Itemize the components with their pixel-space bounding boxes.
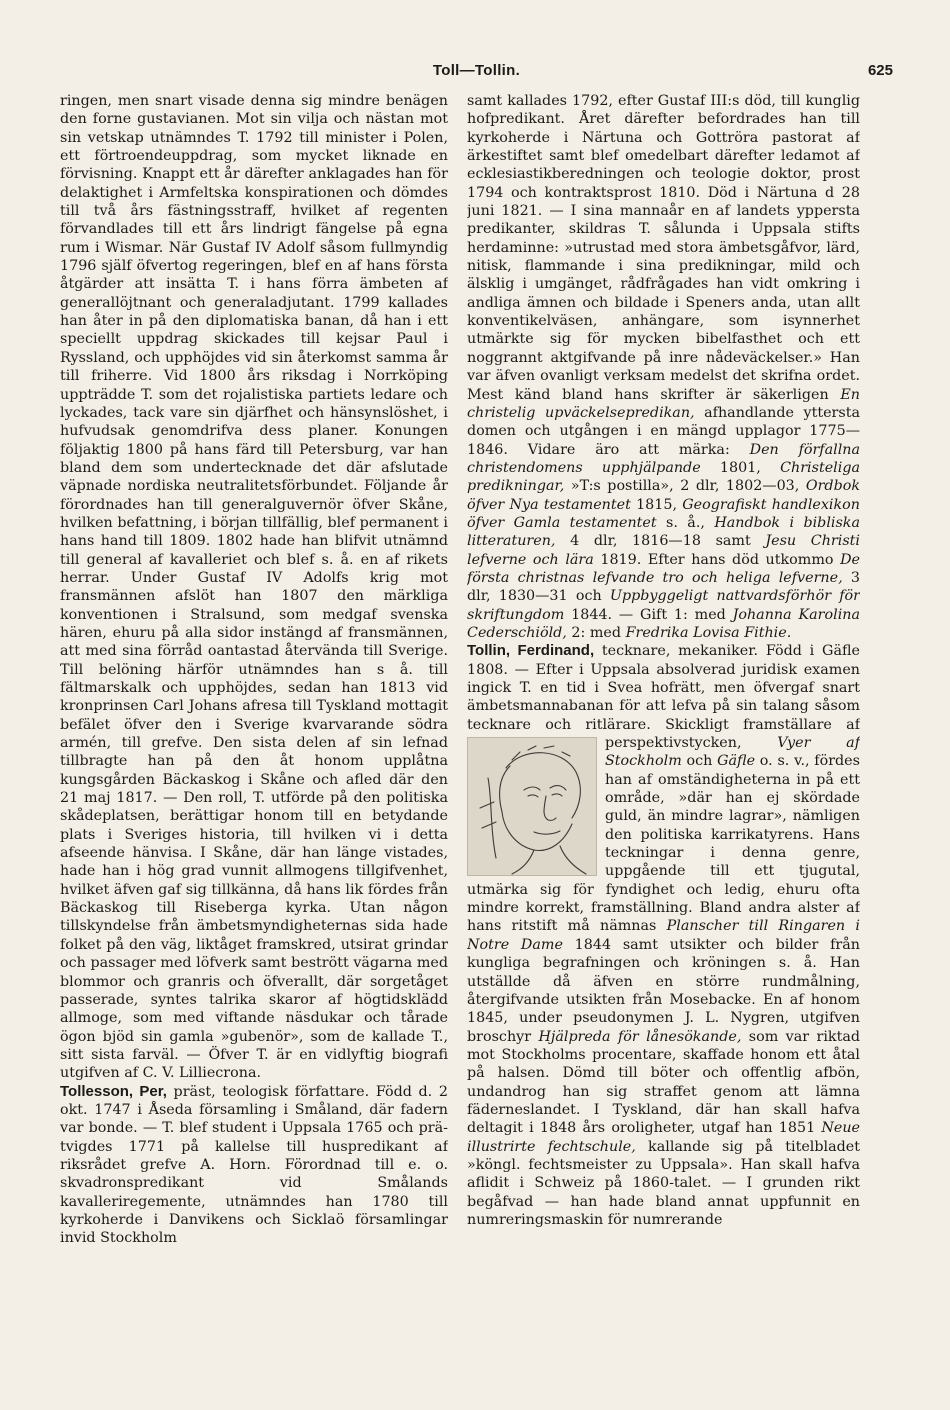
text-run: som var riktad mot Stockholms procentare, skaffade honom ett åtal på halsen. Dömd till böter och offentlig afbön, undandrog han sig straffet genom att lämna fäderneslandet. I Tyskland, där han skall hafva deltagit i 1848 års oroligheter, utgaf han 1851	[467, 1028, 860, 1137]
work-title: En christelig upväckelsepredikan,	[467, 386, 860, 421]
text-run: 1801,	[700, 459, 781, 476]
text-run: s. å.,	[656, 514, 715, 531]
spouse-name: Johanna Karolina Cederschiöld,	[467, 606, 860, 641]
work-title: De första christnas lefvande tro och heliga lefverne,	[467, 551, 860, 586]
work-title: Geografiskt handlexikon öfver Gamla testamentet	[467, 496, 860, 531]
work-title: Handbok i bibliska litteraturen,	[467, 514, 860, 550]
text-run: afhandlande yttersta domen och utgången i en mängd upplagor 1775—1846. Vidare äro att märka:	[467, 404, 860, 458]
work-title: Gäfle	[717, 753, 756, 770]
text-run: kallande sig på titelbladet »köngl. fechtsmeister zu Uppsala». Han skall hafva aflidit i Schweiz på 1860-talet. — I grunden rikt begåfvad — han hade bland annat uppfunnit en numreringsmaskin för numrerande	[467, 1138, 860, 1228]
text-run: 2: med	[566, 624, 626, 641]
tollesson-text: präst, teologisk författare. Född d. 2 okt. 1747 i Åseda församling i Småland, där fadern var bonde. — T. blef student i Uppsala 1765 och prä-tvigdes 1771 på kallelse till huspredikant af riksrådet grefve A. Horn. Förordnad till e. o. skvadronspredikant vid Smålands kavalleriregemente, utnämndes han 1780 till kyrkoherde i Danvikens och Sicklaö församlingar invid Stockholm	[60, 1083, 448, 1247]
work-title: Neue illustrirte fechtschule,	[467, 1120, 860, 1155]
work-title: Jesu Christi lefverne och lära	[467, 533, 860, 568]
text-run: samt kallades 1792, efter Gustaf III:s död, till kunglig hofpredikant. Året därefter befordrades han till kyrkoherde i Närtuna och Gottröra pastorat af ärkestiftet samt blef omedelbart därefter ledamot af ecklesiastikberedningen och teologie doktor, prost 1794 och kontraktsprost 1810. Död i Närtuna d 28 juni 1821. — I sina mannaår en af landets yppersta predikanter, skildras T. sålunda i Uppsala stifts herdaminne: »utrustad med stora ämbetsgåfvor, lärd, nitisk, flammande i sina predikningar, mild och älsklig i umgänget, rådfrågades han vidt omkring i andliga ämnen och bildade i Speners anda, utan allt konventikelväsen, anhängare, som isynnerhet utmärkte sig för mycken bibelfasthet och ett noggrannt aktgifvande på inre nådeväckelser.» Han var äfven ovanligt verksam medelst det skrifna ordet. Mest känd bland hans skrifter är säkerligen	[467, 93, 860, 403]
work-title: Hjälpreda för lånesökande,	[538, 1028, 742, 1045]
text-run: 1844 samt utsikter och bilder från kungliga begrafningen och kröningen s. å. Han utställde då äfven en större rundmålning, återgifvande utsikten från Mosebacke. En af honom 1845, under pseudonymen J. L. Nygren, utgifven broschyr	[467, 936, 860, 1045]
running-title: Toll—Tollin.	[432, 62, 521, 79]
right-column	[467, 92, 860, 1382]
text-run: 3 dlr, 1830—31 och	[467, 569, 860, 605]
left-column	[60, 92, 448, 1382]
work-title: Ordbok öfver Nya testamentet	[467, 478, 860, 513]
spouse-name: Fredrika Lovisa Fithie.	[625, 624, 792, 641]
text-run: och	[681, 753, 718, 770]
toll-entry-continuation: ringen, men snart visade denna sig mindre benägen den forne gustavianen. Mot sin vilja och nästan mot sin vetskap utnämndes T. 1792 till minister i Polen, ett förtroendeuppdrag, som mycket liknade en förvisning. Knappt ett år därefter anklagades han för delaktighet i Armfeltska konspirationen och dömdes till två års fästningsstraff, hvilket af regenten förvandlades till ett års lindrigt fängelse på egna rum i Wismar. När Gustaf IV Adolf såsom fullmyndig 1796 själf öfvertog regeringen, blef en af hans första åtgärder att insätta T. i hans förra ämbeten af generallöjtnant och generaladjutant. 1799 kallades han åter in på den diplomatiska banan, då han i ett speciellt uppdrag skickades till kejsar Paul i Ryssland, och upphöjdes vid sin återkomst samma år till friherre. Vid 1800 års riksdag i Norrköping uppträdde T. som det rojalistiska partiets ledare och lyckades, tack vare sin djärfhet och hänsynslöshet, i hufvudsak genomdrifva dess planer. Konungen följaktig 1800 på hans färd till Petersburg, var han bland dem som undertecknade det där afslutade väpnade nordiska neutralitetsförbundet. Följande år förordnades han till generalguvernör öfver Skåne, hvilken befattning, i början tillfällig, blef permanent i hans hand till 1809. 1802 hade han blifvit utnämnd till general af kavalleriet och blef s. å. en af rikets herrar. Under Gustaf IV Adolfs krig mot fransmännen afslöt han 1807 den märkliga konventionen i Stralsund, som medgaf svenska hären, ehuru på alla sidor instängd af fransmännen, att med sina förråd oantastad återvända till Sverige. Till belöning härför utnämndes han s å. till fältmarskalk och upphöjdes, sedan han 1813 vid kronprinsen Carl Johans afresa till Tyskland mottagit befälet öfver den i Sverige kvarvarande södra armén, till grefve. Den sista delen af sin lefnad tillbragte han på den åt honom upplåtna kungsgården Bäckaskog i Skåne och afled där den 21 maj 1817. — Den roll, T. utförde på den politiska skådeplatsen, berättigar honom till en betydande plats i Sveriges historia, till hvilken vi i detta afseende hänvisa. I Skåne, där han länge vistades, hade han i hög grad vunnit allmogens tillgifvenhet, hvilket äfven gaf sig tillkänna, då hans lik fördes från Bäckaskog till Riseberga kyrka. Utan någon tillskyndelse från ämbetsmyndigheternas sida hade folket på den väg, liktåget framskred, utsirat grindar och passager med löfverk samt bestrött vägarna med blommor och granris och öfverallt, där sorgetåget passerade, syntes talrika skaror af högtidsklädd allmoge, som med viftande näsdukar och tårade ögon bjöd sin gamla »gubenör», som de kallade T., sitt sista farväl. — Öfver T. är en vidlyftig biografi utgifven af C. V. Lilliecrona.	[60, 93, 448, 1082]
work-title: Uppbyggeligt nattvardsförhör för skriftungdom	[467, 588, 860, 623]
tollesson-entry-continuation	[467, 92, 860, 642]
text-run: 1815,	[630, 496, 683, 513]
tollin-entry	[467, 642, 860, 1229]
page-header	[60, 62, 893, 84]
text-run: »T:s postilla», 2 dlr, 1802—03,	[564, 478, 806, 495]
text-run: o. s. v., fördes han af omständigheterna in på ett område, »där han ej skördade guld, än mindre lagrar», nämligen den politiska karrikatyrens. Hans teckningar i denna genre, uppgående till ett tjugutal, utmärka sig för fyndighet och ledig, ehuru ofta mindre korrekt, framställning. Bland andra alster af hans ritstift må nämnas	[467, 753, 860, 935]
work-title: Planscher till Ringaren i Notre Dame	[467, 918, 860, 953]
work-title: Christeliga predikningar,	[467, 459, 860, 495]
work-title: Den förfallna christendomens upphjälpande	[467, 441, 860, 476]
work-title: Vyer af Stockholm	[605, 735, 860, 770]
text-run: 4 dlr, 1816—18 samt	[555, 533, 766, 550]
tollesson-entry	[60, 1083, 448, 1248]
text-run: 1819. Efter hans död utkommo	[593, 551, 841, 568]
headword-tollin: Tollin, Ferdinand,	[467, 642, 595, 660]
page-number: 625	[867, 62, 893, 79]
headword-tollesson: Tollesson, Per,	[60, 1082, 167, 1100]
portrait-sketch	[467, 737, 597, 876]
text-run: tecknare, mekaniker. Född i Gäfle 1808. — Efter i Uppsala absolverad juridisk examen ingick T. en tid i Svea hofrätt, men öfvergaf snart ämbetsmannabanan för att lefva på sin talang såsom tecknare och ritlärare. Skickligt framställare af perspektivstycken,	[467, 643, 860, 752]
text-run: 1844. — Gift 1: med	[564, 606, 733, 623]
